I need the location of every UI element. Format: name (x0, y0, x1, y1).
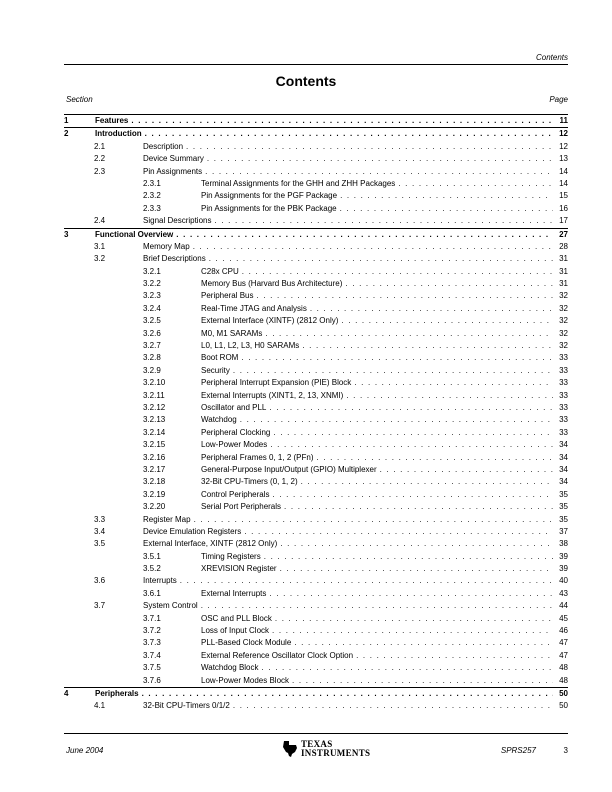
toc-entry-title: General-Purpose Input/Output (GPIO) Multiplexer (201, 464, 377, 474)
toc-leader-dots (240, 414, 553, 426)
toc-entry[interactable] (64, 575, 568, 587)
toc-section-number: 3.7.3 (143, 638, 161, 648)
toc-page-number: 34 (559, 477, 568, 487)
toc-entry[interactable] (64, 538, 568, 550)
toc-entry[interactable] (64, 650, 568, 662)
toc-section-number: 3.7.2 (143, 626, 161, 636)
toc-entry[interactable] (64, 365, 568, 377)
toc-entry[interactable] (64, 501, 568, 513)
toc-entry[interactable] (64, 377, 568, 389)
toc-entry-title: Control Peripherals (201, 489, 270, 499)
toc-leader-dots (145, 128, 553, 140)
toc-leader-dots (272, 489, 553, 501)
toc-entry-title: Peripheral Interrupt Expansion (PIE) Block (201, 378, 352, 388)
toc-entry-title: Boot ROM (201, 353, 239, 363)
toc-entry[interactable] (64, 203, 568, 215)
toc-page-number: 16 (559, 203, 568, 213)
toc-leader-dots (269, 588, 553, 600)
toc-page-number: 47 (559, 650, 568, 660)
toc-page-number: 12 (559, 129, 568, 139)
toc-leader-dots (310, 303, 553, 315)
toc-entry[interactable] (64, 613, 568, 625)
toc-entry-title: Introduction (95, 129, 142, 139)
toc-section-number: 3.6 (94, 576, 106, 586)
toc-entry-title: 32-Bit CPU-Timers (0, 1, 2) (201, 477, 298, 487)
toc-leader-dots (265, 328, 553, 340)
toc-page-number: 34 (559, 452, 568, 462)
toc-section-number: 3.2.9 (143, 365, 161, 375)
toc-section-number: 3.7.6 (143, 675, 161, 685)
toc-page-number: 33 (559, 378, 568, 388)
toc-page-number: 32 (559, 316, 568, 326)
toc-page-number: 32 (559, 328, 568, 338)
toc-entry[interactable] (64, 637, 568, 649)
toc-leader-dots (356, 650, 553, 662)
toc-entry-title: Security (201, 365, 230, 375)
page-column-label: Page (549, 95, 568, 104)
toc-entry-title: C28x CPU (201, 266, 239, 276)
toc-section-number: 3.2.20 (143, 502, 166, 512)
toc-section-number: 3.7.5 (143, 663, 161, 673)
toc-section-number: 2.4 (94, 216, 106, 226)
toc-entry-title: 32-Bit CPU-Timers 0/1/2 (143, 701, 230, 711)
toc-leader-dots (205, 166, 553, 178)
toc-leader-dots (194, 514, 553, 526)
toc-section-number: 3.2.15 (143, 440, 166, 450)
toc-section-number: 3.2.13 (143, 415, 166, 425)
toc-leader-dots (244, 526, 553, 538)
toc-entry-title: Brief Descriptions (143, 254, 206, 264)
toc-entry[interactable] (64, 563, 568, 575)
toc-page-number: 46 (559, 626, 568, 636)
section-column-label: Section (66, 95, 93, 104)
toc-page-number: 33 (559, 415, 568, 425)
toc-entry-title: External Interface, XINTF (2812 Only) (143, 539, 278, 549)
toc-entry[interactable] (64, 414, 568, 426)
toc-section-number: 3.2.12 (143, 402, 166, 412)
toc-entry[interactable] (64, 114, 568, 127)
toc-section-number: 3.2.11 (143, 390, 165, 400)
toc-leader-dots (142, 688, 553, 700)
toc-leader-dots (242, 266, 553, 278)
toc-page-number: 33 (559, 427, 568, 437)
toc-entry[interactable] (64, 228, 568, 241)
toc-leader-dots (273, 427, 553, 439)
toc-leader-dots (345, 278, 553, 290)
toc-entry[interactable] (64, 662, 568, 674)
logo-text-texas: TEXAS (301, 739, 333, 749)
toc-entry-title: Loss of Input Clock (201, 626, 270, 636)
toc-leader-dots (341, 315, 553, 327)
toc-section-number: 4.1 (94, 701, 106, 711)
toc-entry[interactable] (64, 526, 568, 538)
toc-page-number: 27 (559, 229, 568, 239)
toc-entry-title: Serial Port Peripherals (201, 502, 282, 512)
toc-entry[interactable] (64, 625, 568, 637)
toc-leader-dots (207, 153, 553, 165)
toc-entry-title: Peripheral Clocking (201, 427, 271, 437)
toc-entry-title: OSC and PLL Block (201, 613, 272, 623)
toc-leader-dots (294, 637, 553, 649)
toc-entry-title: Pin Assignments (143, 166, 203, 176)
toc-page-number: 48 (559, 663, 568, 673)
toc-leader-dots (346, 390, 553, 402)
toc-page-number: 38 (559, 539, 568, 549)
toc-entry-title: Low-Power Modes Block (201, 675, 290, 685)
toc-entry-title: Memory Map (143, 241, 190, 251)
toc-leader-dots (284, 501, 553, 513)
toc-entry-title: Oscillator and PLL (201, 402, 267, 412)
toc-leader-dots (275, 613, 553, 625)
toc-page-number: 12 (559, 141, 568, 151)
toc-entry-title: Features (95, 116, 129, 125)
toc-page-number: 34 (559, 464, 568, 474)
toc-section-number: 2.2 (94, 154, 106, 164)
running-header: Contents (535, 53, 568, 62)
toc-entry-title: Terminal Assignments for the GHH and ZHH Packages (201, 178, 396, 188)
toc-page-number: 40 (559, 576, 568, 586)
toc-leader-dots (340, 203, 553, 215)
toc-section-number: 3.2.6 (143, 328, 161, 338)
toc-entry-title: Description (143, 141, 184, 151)
toc-section-number: 2 (64, 129, 69, 139)
toc-entry[interactable] (64, 278, 568, 290)
toc-leader-dots (241, 352, 553, 364)
toc-section-number: 3.3 (94, 514, 106, 524)
toc-leader-dots (380, 464, 553, 476)
toc-entry-title: Watchdog (201, 415, 237, 425)
toc-entry[interactable] (64, 600, 568, 612)
toc-entry[interactable] (64, 551, 568, 563)
toc-page-number: 35 (559, 489, 568, 499)
toc-page-number: 31 (559, 266, 568, 276)
toc-leader-dots (316, 452, 553, 464)
toc-entry[interactable] (64, 588, 568, 600)
toc-section-number: 3.7.4 (143, 650, 161, 660)
toc-entry[interactable] (64, 489, 568, 501)
toc-entry[interactable] (64, 127, 568, 140)
toc-page-number: 39 (559, 551, 568, 561)
toc-section-number: 4 (64, 688, 69, 698)
toc-entry[interactable] (64, 452, 568, 464)
toc-leader-dots (270, 439, 553, 451)
toc-page-number: 34 (559, 440, 568, 450)
toc-section-number: 3.2.17 (143, 464, 166, 474)
toc-page-number: 48 (559, 675, 568, 685)
toc-section-number: 3.2.19 (143, 489, 166, 499)
toc-entry-title: System Control (143, 601, 198, 611)
toc-page-number: 14 (559, 178, 568, 188)
toc-leader-dots (264, 551, 553, 563)
toc-page-number: 33 (559, 390, 568, 400)
toc-entry[interactable] (64, 464, 568, 476)
footer-doc-id: SPRS257 (500, 746, 536, 755)
toc-page-number: 32 (559, 341, 568, 351)
toc-entry[interactable] (64, 340, 568, 352)
toc-page-number: 11 (559, 116, 568, 125)
toc-entry[interactable] (64, 253, 568, 265)
page-title: Contents (275, 73, 337, 89)
toc-leader-dots (292, 675, 553, 687)
toc-section-number: 3.1 (94, 241, 106, 251)
toc-leader-dots (280, 538, 553, 550)
toc-entry[interactable] (64, 700, 568, 712)
toc-entry[interactable] (64, 190, 568, 202)
toc-section-number: 3 (64, 229, 69, 239)
toc-section-number: 3.2.4 (143, 303, 161, 313)
ti-logo (282, 740, 370, 758)
toc-entry-title: Timing Registers (201, 551, 261, 561)
toc-entry[interactable] (64, 675, 568, 687)
toc-leader-dots (176, 229, 553, 241)
toc-page-number: 28 (559, 241, 568, 251)
toc-entry[interactable] (64, 514, 568, 526)
toc-entry[interactable] (64, 352, 568, 364)
toc-entry-title: M0, M1 SARAMs (201, 328, 263, 338)
toc-entry[interactable] (64, 476, 568, 488)
toc-entry[interactable] (64, 241, 568, 253)
toc-entry[interactable] (64, 290, 568, 302)
toc-section-number: 3.2.3 (143, 291, 161, 301)
toc-entry-title: Functional Overview (95, 229, 174, 239)
toc-section-number: 3.7.1 (143, 613, 161, 623)
toc-section-number: 3.5.1 (143, 551, 161, 561)
toc-entry-title: External Interrupts (XINT1, 2, 13, XNMI) (201, 390, 344, 400)
toc-page-number: 44 (559, 601, 568, 611)
toc-page-number: 32 (559, 303, 568, 313)
toc-entry-title: L0, L1, L2, L3, H0 SARAMs (201, 341, 300, 351)
toc-entry-title: Pin Assignments for the PBK Package (201, 203, 337, 213)
toc-section-number: 3.2 (94, 254, 106, 264)
toc-leader-dots (269, 402, 553, 414)
toc-leader-dots (209, 253, 553, 265)
toc-leader-dots (186, 141, 553, 153)
toc-entry[interactable] (64, 315, 568, 327)
toc-section-number: 3.6.1 (143, 588, 161, 598)
toc-leader-dots (131, 115, 553, 127)
toc-section-number: 2.1 (94, 141, 106, 151)
footer-page-number: 3 (563, 746, 568, 755)
toc-page-number: 35 (559, 502, 568, 512)
toc-entry-title: Pin Assignments for the PGF Package (201, 191, 338, 201)
toc-entry-title: External Interrupts (201, 588, 267, 598)
toc-entry[interactable] (64, 141, 568, 153)
toc-page-number: 45 (559, 613, 568, 623)
toc-leader-dots (354, 377, 553, 389)
toc-section-number: 3.2.16 (143, 452, 166, 462)
toc-leader-dots (201, 600, 553, 612)
toc-entry[interactable] (64, 166, 568, 178)
toc-entry-title: Low-Power Modes (201, 440, 268, 450)
logo-text-instruments: INSTRUMENTS (301, 748, 371, 758)
toc-section-number: 3.2.8 (143, 353, 161, 363)
toc-section-number: 3.2.10 (143, 378, 166, 388)
toc-page-number: 50 (559, 701, 568, 711)
toc-leader-dots (272, 625, 553, 637)
toc-section-number: 3.4 (94, 526, 106, 536)
toc-leader-dots (233, 365, 553, 377)
toc-page-number: 14 (559, 166, 568, 176)
toc-page-number: 32 (559, 291, 568, 301)
toc-page-number: 50 (559, 688, 568, 698)
texas-state-icon (282, 740, 298, 758)
toc-leader-dots (214, 215, 553, 227)
toc-section-number: 3.2.2 (143, 279, 161, 289)
toc-entry-title: External Interface (XINTF) (2812 Only) (201, 316, 339, 326)
toc-entry[interactable] (64, 215, 568, 227)
toc-page-number: 33 (559, 365, 568, 375)
toc-section-number: 1 (64, 116, 69, 125)
toc-page-number: 35 (559, 514, 568, 524)
toc-entry[interactable] (64, 687, 568, 700)
toc-entry[interactable] (64, 439, 568, 451)
toc-entry-title: Memory Bus (Harvard Bus Architecture) (201, 279, 343, 289)
footer-rule (64, 733, 568, 734)
toc-section-number: 3.2.5 (143, 316, 161, 326)
toc-section-number: 3.2.7 (143, 341, 161, 351)
toc-entry[interactable] (64, 266, 568, 278)
toc-page-number: 47 (559, 638, 568, 648)
toc-section-number: 2.3.2 (143, 191, 161, 201)
toc-section-number: 2.3 (94, 166, 106, 176)
toc-leader-dots (180, 575, 553, 587)
toc-section-number: 3.2.18 (143, 477, 166, 487)
toc-entry-title: Peripherals (95, 688, 139, 698)
toc-leader-dots (398, 178, 553, 190)
toc-page-number: 13 (559, 154, 568, 164)
toc-page-number: 33 (559, 353, 568, 363)
toc-entry[interactable] (64, 303, 568, 315)
toc-entry-title: XREVISION Register (201, 564, 277, 574)
toc-page-number: 15 (559, 191, 568, 201)
toc-page-number: 39 (559, 564, 568, 574)
toc-entry-title: External Reference Oscillator Clock Option (201, 650, 354, 660)
toc-section-number: 3.2.1 (143, 266, 161, 276)
toc-entry[interactable] (64, 427, 568, 439)
toc-section-number: 2.3.1 (143, 178, 161, 188)
toc-entry[interactable] (64, 178, 568, 190)
toc-entry-title: Real-Time JTAG and Analysis (201, 303, 307, 313)
toc-entry-title: Watchdog Block (201, 663, 259, 673)
toc-entry-title: Device Emulation Registers (143, 526, 242, 536)
footer-date: June 2004 (66, 746, 104, 755)
toc-entry[interactable] (64, 390, 568, 402)
toc-entry-title: Peripheral Bus (201, 291, 254, 301)
toc-page-number: 31 (559, 254, 568, 264)
toc-entry-title: Device Summary (143, 154, 204, 164)
toc-page-number: 43 (559, 588, 568, 598)
toc-entry[interactable] (64, 402, 568, 414)
toc-section-number: 3.7 (94, 601, 106, 611)
toc-entry-title: Interrupts (143, 576, 177, 586)
toc-leader-dots (280, 563, 553, 575)
toc-entry[interactable] (64, 328, 568, 340)
toc-page-number: 37 (559, 526, 568, 536)
toc-entry-title: Signal Descriptions (143, 216, 212, 226)
toc-leader-dots (301, 476, 553, 488)
toc-leader-dots (302, 340, 553, 352)
toc-section-number: 2.3.3 (143, 203, 161, 213)
toc-page-number: 33 (559, 402, 568, 412)
toc-leader-dots (340, 190, 553, 202)
toc-entry-title: PLL-Based Clock Module (201, 638, 292, 648)
toc-section-number: 3.5.2 (143, 564, 161, 574)
toc-leader-dots (256, 290, 553, 302)
toc-entry[interactable] (64, 153, 568, 165)
toc-leader-dots (193, 241, 553, 253)
header-rule (64, 64, 568, 65)
table-of-contents (64, 114, 568, 713)
toc-section-number: 3.5 (94, 539, 106, 549)
toc-entry-title: Register Map (143, 514, 191, 524)
toc-entry-title: Peripheral Frames 0, 1, 2 (PFn) (201, 452, 314, 462)
toc-leader-dots (233, 700, 553, 712)
toc-page-number: 17 (559, 216, 568, 226)
toc-page-number: 31 (559, 279, 568, 289)
toc-section-number: 3.2.14 (143, 427, 166, 437)
toc-leader-dots (262, 662, 553, 674)
